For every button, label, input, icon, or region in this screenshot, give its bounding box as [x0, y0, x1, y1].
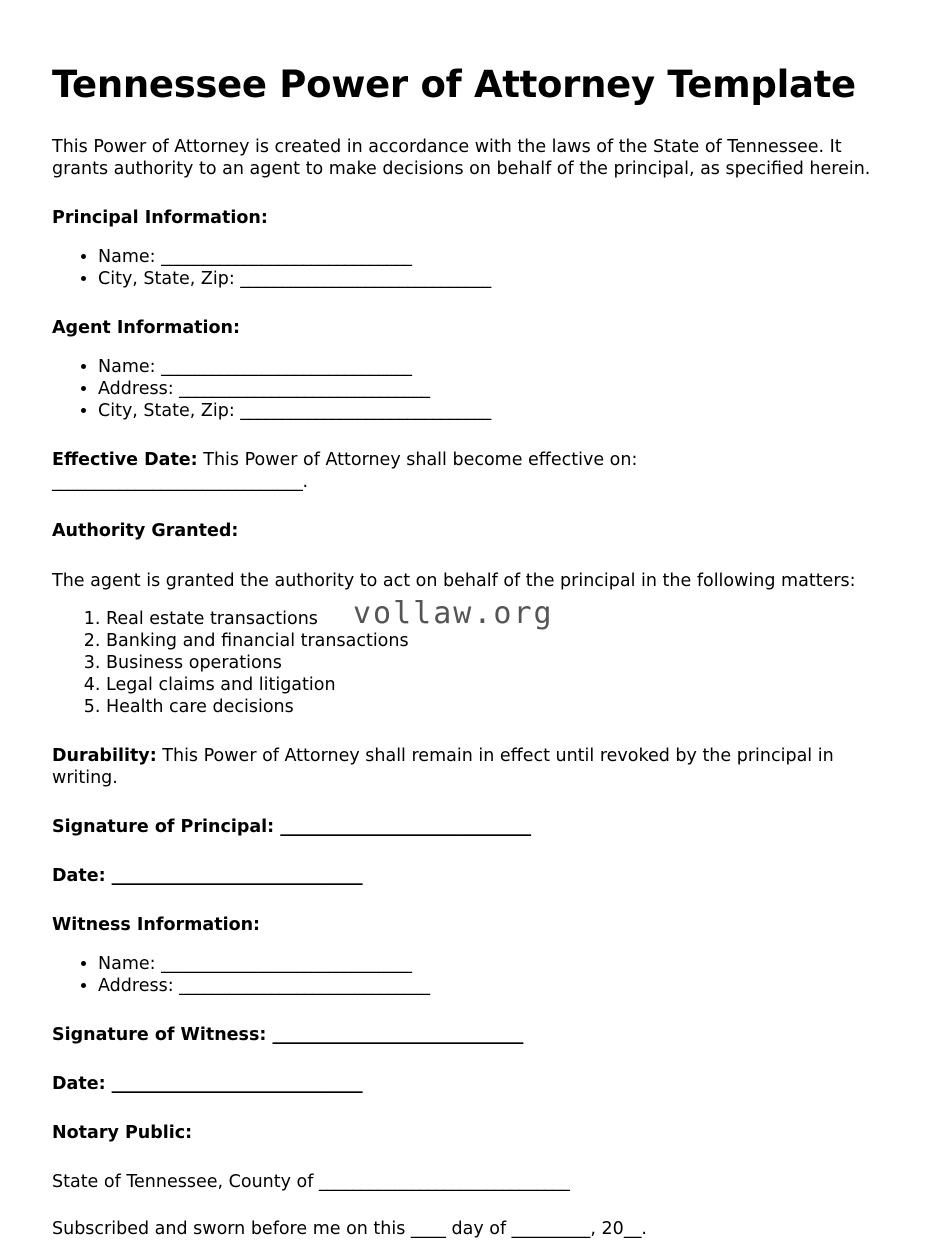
durability-paragraph [52, 718, 886, 789]
section-heading-agent-information: Agent Information: [52, 318, 240, 338]
list-item [98, 953, 886, 975]
date-principal-label: Date: [52, 866, 112, 886]
authority-intro-paragraph: The agent is granted the authority to act on behalf of the principal in the following matters: [52, 571, 856, 591]
agent-fields-list [52, 339, 886, 422]
effective-date-label: Effective Date: [52, 450, 198, 470]
list-item [98, 356, 886, 378]
document-content [52, 0, 886, 1240]
principal-fields-list [52, 229, 886, 290]
signature-of-principal-label: Signature of Principal: [52, 817, 281, 837]
effective-date-period: . [302, 472, 309, 492]
notary-state-county-line [52, 1144, 886, 1193]
field-label-principal-name: Name: [98, 247, 162, 267]
field-label-witness-address: Address: [98, 976, 180, 996]
field-blank-agent-city-state-zip[interactable]: ______________________________ [240, 401, 491, 421]
section-heading-witness-information: Witness Information: [52, 915, 261, 935]
signature-of-witness-line [52, 997, 886, 1046]
list-item: 5. Health care decisions [106, 696, 886, 718]
authority-items-list [52, 592, 886, 718]
list-item: 2. Banking and financial transactions [106, 630, 886, 652]
page-title: Tennessee Power of Attorney Template [52, 63, 856, 106]
signature-of-witness-blank[interactable]: ______________________________ [272, 1025, 523, 1045]
notary-state-county-prefix: State of Tennessee, County of [52, 1172, 319, 1192]
field-blank-principal-name[interactable]: ______________________________ [161, 247, 412, 267]
field-blank-witness-address[interactable]: ______________________________ [179, 976, 430, 996]
list-item [98, 246, 886, 268]
list-item [98, 378, 886, 400]
field-label-agent-address: Address: [98, 379, 180, 399]
date-witness-line [52, 1046, 886, 1095]
field-blank-witness-name[interactable]: ______________________________ [161, 954, 412, 974]
date-witness-blank[interactable]: ______________________________ [111, 1074, 363, 1094]
durability-text: This Power of Attorney shall remain in effect until revoked by the principal in writing. [52, 746, 834, 788]
witness-fields-list [52, 936, 886, 997]
site-watermark: vollaw.org [353, 596, 554, 631]
durability-label: Durability: [52, 746, 157, 766]
notary-sworn-line: Subscribed and sworn before me on this ____ day of _________, 20__. [52, 1219, 647, 1239]
notary-county-blank[interactable]: ______________________________ [318, 1172, 570, 1192]
field-blank-agent-address[interactable]: ______________________________ [179, 379, 430, 399]
section-heading-notary-public: Notary Public: [52, 1123, 193, 1143]
list-item: 1. Real estate transactions [106, 608, 886, 630]
list-item [98, 975, 886, 997]
signature-of-principal-blank[interactable]: ______________________________ [280, 817, 531, 837]
field-label-principal-city-state-zip: City, State, Zip: [98, 269, 241, 289]
field-label-agent-name: Name: [98, 357, 162, 377]
list-item [98, 400, 886, 422]
section-heading-authority-granted: Authority Granted: [52, 521, 239, 541]
list-item [98, 268, 886, 290]
signature-of-principal-line [52, 789, 886, 838]
field-label-witness-name: Name: [98, 954, 162, 974]
list-item: 4. Legal claims and litigation [106, 674, 886, 696]
section-heading-principal-information: Principal Information: [52, 208, 268, 228]
intro-paragraph: This Power of Attorney is created in accordance with the laws of the State of Tennessee. It grants authority to an agent to make decisions on behalf of the principal, as specified herein. [52, 137, 871, 179]
field-blank-principal-city-state-zip[interactable]: ______________________________ [240, 269, 491, 289]
effective-date-text: This Power of Attorney shall become effective on: [197, 450, 638, 470]
date-principal-blank[interactable]: ______________________________ [111, 866, 363, 886]
effective-date-line [52, 422, 886, 493]
field-label-agent-city-state-zip: City, State, Zip: [98, 401, 241, 421]
date-witness-label: Date: [52, 1074, 112, 1094]
effective-date-blank[interactable]: ______________________________ [52, 472, 303, 492]
signature-of-witness-label: Signature of Witness: [52, 1025, 273, 1045]
field-blank-agent-name[interactable]: ______________________________ [161, 357, 412, 377]
list-item: 3. Business operations [106, 652, 886, 674]
date-principal-line [52, 838, 886, 887]
